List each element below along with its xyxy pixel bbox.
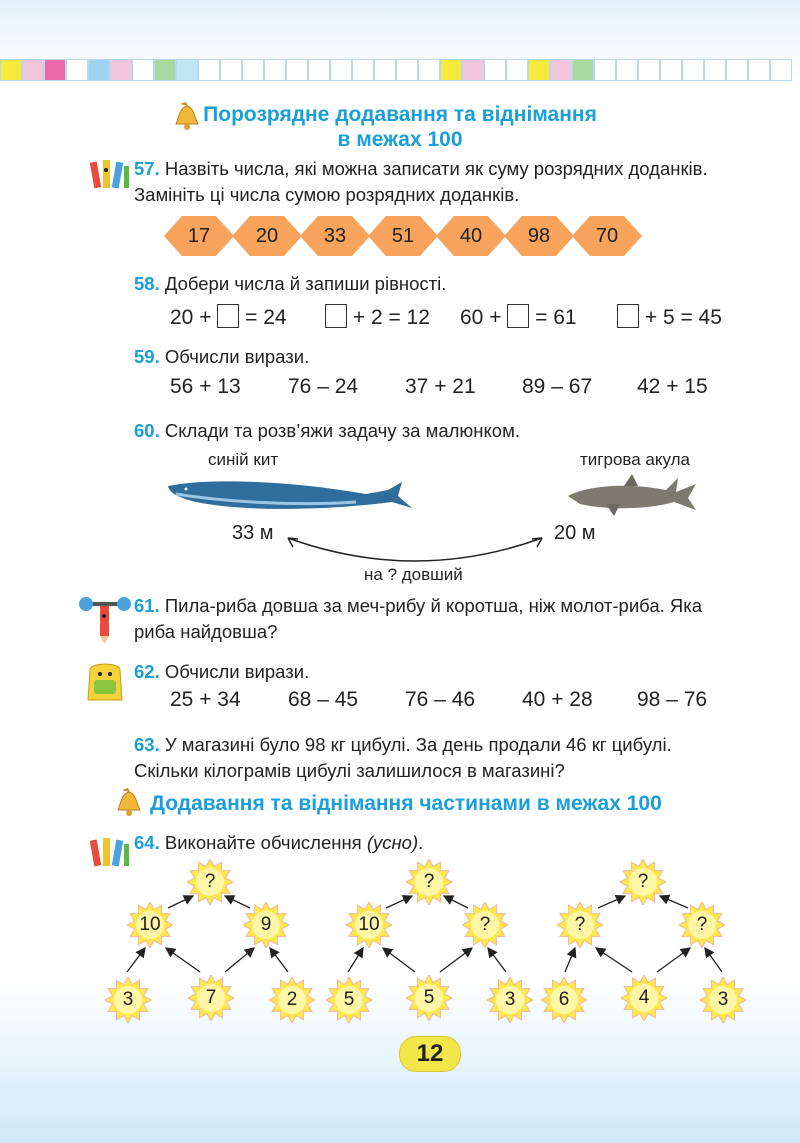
- sun-label: ?: [204, 871, 216, 892]
- expression: 76 – 46: [405, 688, 476, 711]
- task-64: 64. Виконайте обчислення (усно).: [134, 832, 424, 853]
- equation: + 5 = 45: [617, 304, 722, 330]
- sun-value: [679, 902, 725, 948]
- bell-icon: [114, 786, 144, 818]
- diamond-number: 20: [232, 216, 302, 256]
- task-60: 60. Склади та розв’яжи задачу за малюнком.: [134, 420, 520, 441]
- sun-label: 10: [139, 914, 161, 935]
- section-title: Порозрядне додавання та віднімання: [203, 103, 597, 126]
- expression: 68 – 45: [288, 688, 359, 711]
- equation: + 2 = 12: [325, 304, 430, 330]
- answer-box[interactable]: [217, 304, 239, 328]
- task-63: 63. У магазині було 98 кг цибулі. За день продали 46 кг цибулі. Скільки кілограмів цибулі залишилося в магазині?: [134, 734, 672, 781]
- sun-value: [269, 977, 315, 1023]
- sun-label: 3: [717, 989, 729, 1010]
- diamond-number: 98: [504, 216, 574, 256]
- sun-label: 2: [286, 989, 298, 1010]
- task-59: 59. Обчисли вирази.: [134, 346, 310, 367]
- sun-label: 3: [122, 989, 134, 1010]
- question-label: на ? довший: [364, 565, 463, 584]
- sun-value: [346, 902, 392, 948]
- expression: 89 – 67: [522, 375, 593, 398]
- sun-label: ?: [574, 914, 586, 935]
- sun-label: 7: [205, 987, 217, 1008]
- equation: 20 + = 24: [170, 306, 287, 329]
- sun-label: 4: [638, 987, 650, 1008]
- answer-box[interactable]: [617, 304, 639, 328]
- sun-value: [105, 977, 151, 1023]
- decorative-color-strip: [0, 59, 800, 81]
- task-58: 58. Добери числа й запиши рівності.: [134, 273, 447, 294]
- sun-top-value: [187, 859, 233, 905]
- sun-label: 3: [504, 989, 516, 1010]
- diamond-number: 51: [368, 216, 438, 256]
- sun-value: [487, 977, 533, 1023]
- section-title-line2: в межах 100: [337, 128, 463, 151]
- shark-length: 20 м: [554, 522, 596, 544]
- expression: 56 + 13: [170, 375, 241, 398]
- sun-label: 6: [558, 989, 570, 1010]
- sun-value: [406, 975, 452, 1021]
- whale-label: синій кит: [208, 450, 279, 469]
- expression: 76 – 24: [288, 375, 359, 398]
- whale-length: 33 м: [232, 522, 274, 544]
- answer-box[interactable]: [507, 304, 529, 328]
- sun-label: ?: [423, 871, 435, 892]
- sun-value: [557, 902, 603, 948]
- sun-value: [621, 975, 667, 1021]
- shark-label: тигрова акула: [580, 450, 690, 469]
- backpack-icon: [82, 660, 128, 704]
- diamond-number: 40: [436, 216, 506, 256]
- shark-image: [566, 474, 698, 518]
- sun-label: 9: [260, 914, 272, 935]
- sun-value: [700, 977, 746, 1023]
- sun-value: [326, 977, 372, 1023]
- sun-top-value: [620, 859, 666, 905]
- diamond-number: 70: [572, 216, 642, 256]
- sun-label: ?: [479, 914, 491, 935]
- sun-value: [462, 902, 508, 948]
- expression: 98 – 76: [637, 688, 708, 711]
- expression: 25 + 34: [170, 688, 241, 711]
- diamond-number: 17: [164, 216, 234, 256]
- weightlifter-pencil-icon: [78, 592, 132, 644]
- comparison-arrow: [280, 528, 550, 568]
- sun-label: 5: [423, 987, 435, 1008]
- whale-image: [166, 472, 416, 516]
- sun-value: [188, 975, 234, 1021]
- pencils-icon: [86, 156, 132, 196]
- sun-label: 10: [358, 914, 380, 935]
- expression: 40 + 28: [522, 688, 593, 711]
- sun-top-value: [406, 859, 452, 905]
- sun-label: ?: [637, 871, 649, 892]
- sun-label: ?: [696, 914, 708, 935]
- task-57: 57. Назвіть числа, які можна записати як суму розрядних доданків. Замініть ці числа сумою розрядних доданків.: [134, 158, 708, 205]
- task-62: 62. Обчисли вирази.: [134, 661, 310, 682]
- diamond-number: 33: [300, 216, 370, 256]
- equation: 60 + = 61: [460, 306, 577, 329]
- page-number: 12: [399, 1036, 461, 1072]
- sun-value: [127, 902, 173, 948]
- sun-label: 5: [343, 989, 355, 1010]
- expression: 37 + 21: [405, 375, 476, 398]
- sun-value: [243, 902, 289, 948]
- expression: 42 + 15: [637, 375, 708, 398]
- task-61: 61. Пила-риба довша за меч-рибу й коротша, ніж молот-риба. Яка риба найдовша?: [134, 595, 703, 642]
- section-title: Додавання та віднімання частинами в межах 100: [150, 792, 662, 815]
- answer-box[interactable]: [325, 304, 347, 328]
- sun-value: [541, 977, 587, 1023]
